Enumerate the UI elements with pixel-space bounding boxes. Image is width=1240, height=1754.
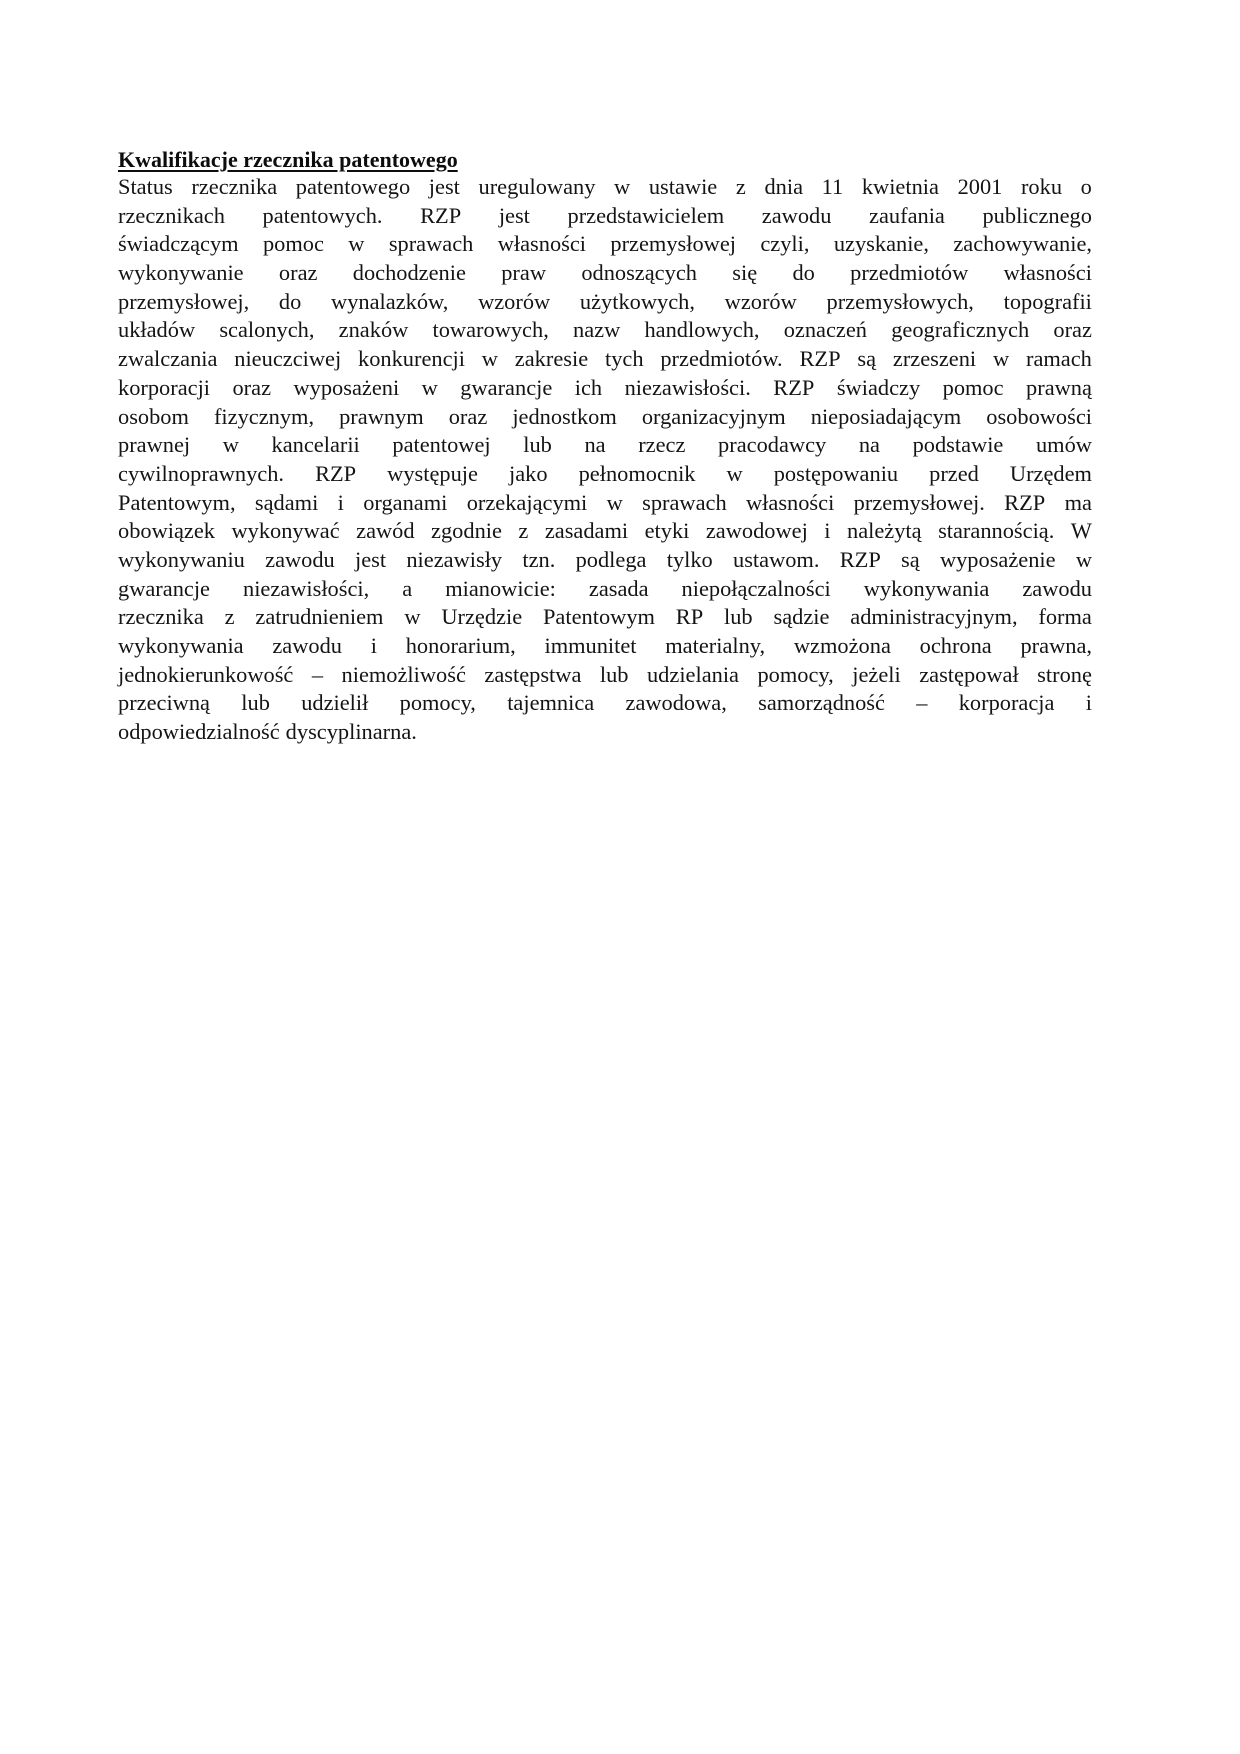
word: topografii: [1003, 288, 1092, 314]
word: należytą: [847, 518, 922, 544]
word: z: [224, 604, 235, 630]
word: organami: [363, 489, 448, 515]
text-line: [118, 230, 1092, 259]
word: podstawie: [912, 432, 1004, 458]
word: mianowicie:: [445, 575, 556, 601]
word: lub: [241, 690, 270, 716]
word: 11: [821, 174, 844, 199]
word: Urzędzie: [441, 604, 523, 630]
word: w: [222, 432, 239, 458]
text-line: [118, 632, 1092, 661]
text-line: [118, 575, 1092, 604]
word: pełnomocnik: [578, 460, 696, 486]
text-line: [118, 202, 1092, 231]
word: zaufania: [869, 202, 945, 228]
word: z: [735, 174, 746, 199]
word: udzielania: [646, 661, 739, 687]
word: sprawach: [642, 489, 727, 515]
document-content: [118, 147, 1092, 747]
word: w: [1075, 546, 1092, 572]
word: świadczy: [836, 374, 921, 400]
word: starannością.: [938, 518, 1055, 544]
word: ramach: [1025, 346, 1092, 372]
word: kancelarii: [271, 432, 360, 458]
text-line: [118, 517, 1092, 546]
word: przemysłowych,: [826, 288, 974, 314]
word: kwietnia: [861, 174, 939, 199]
text-line-last: [118, 718, 1092, 747]
word: dnia: [764, 174, 804, 199]
word: jako: [509, 460, 548, 486]
word: nazw: [573, 317, 621, 343]
word: i: [370, 633, 377, 658]
word: prawnym: [339, 403, 424, 429]
word: –: [916, 690, 928, 716]
text-line: [118, 460, 1092, 489]
word: niepołączalności: [681, 575, 831, 601]
word: Status: [118, 174, 173, 199]
word: postępowaniu: [773, 460, 899, 486]
text-line: [118, 546, 1092, 575]
word: jest: [498, 202, 530, 228]
word: umów: [1035, 432, 1092, 458]
word: rzecznika: [191, 174, 278, 199]
word: forma: [1038, 604, 1092, 630]
word: odpowiedzialność: [118, 719, 280, 745]
word: jednostkom: [512, 403, 617, 429]
word: w: [992, 346, 1010, 372]
word: oraz: [448, 403, 488, 429]
word: są: [901, 546, 920, 572]
word: handlowych,: [644, 317, 760, 343]
word: zasadami: [544, 518, 629, 544]
word: samorządność: [758, 690, 885, 716]
word: w: [348, 231, 365, 257]
word: przeciwną: [118, 690, 210, 716]
word: wykonywania: [118, 633, 244, 658]
word: towarowych,: [432, 317, 549, 343]
word: publicznego: [982, 202, 1092, 228]
word: korporacja: [958, 690, 1055, 716]
word: orzekającymi: [466, 489, 588, 515]
word: wyposażenie: [939, 546, 1056, 572]
word: świadczącym: [118, 231, 239, 257]
word: stronę: [1037, 661, 1092, 687]
word: pomocy,: [757, 661, 834, 687]
word: dyscyplinarna.: [285, 719, 417, 745]
word: wzorów: [478, 288, 551, 314]
word: zwalczania: [118, 346, 218, 372]
word: sprawach: [388, 231, 474, 257]
word: przedstawicielem: [567, 202, 725, 228]
word: nieposiadającym: [810, 403, 962, 429]
text-line: [118, 431, 1092, 460]
word: zawodowej: [705, 518, 808, 544]
word: lub: [523, 432, 552, 458]
word: patentowego: [295, 174, 411, 199]
word: honorarium,: [405, 633, 516, 658]
word: sądzie: [773, 604, 830, 630]
word: dochodzenie: [352, 260, 466, 286]
word: fizycznym,: [213, 403, 315, 429]
word: osobom: [118, 403, 189, 429]
word: RZP: [420, 202, 462, 228]
text-line: [118, 288, 1092, 317]
word: zawodowa,: [625, 690, 727, 716]
word: oraz: [232, 374, 272, 400]
word: przemysłowej.: [853, 489, 985, 515]
word: niezawisły: [406, 546, 503, 572]
word: gwarancje: [460, 374, 553, 400]
text-line: [118, 374, 1092, 403]
word: praw: [501, 260, 546, 286]
word: Urzędem: [1009, 460, 1092, 486]
word: RZP: [839, 546, 881, 572]
word: sądami: [254, 489, 319, 515]
word: zgodnie: [431, 518, 502, 544]
word: cywilnoprawnych.: [118, 460, 285, 486]
word: zawodu: [1022, 575, 1092, 601]
word: gwarancje: [118, 575, 210, 601]
word: układów: [118, 317, 196, 343]
word: RZP: [773, 374, 815, 400]
word: własności: [1003, 260, 1092, 286]
word: o: [1080, 174, 1092, 199]
word: pomoc: [942, 374, 1004, 400]
document-title: Kwalifikacje rzecznika patentowego: [118, 147, 458, 172]
word: patentowych.: [262, 202, 383, 228]
word: lub: [599, 661, 629, 687]
word: na: [858, 432, 880, 458]
word: wykonywanie: [118, 260, 244, 286]
word: niemożliwość: [341, 661, 466, 687]
word: patentowej: [392, 432, 491, 458]
word: w: [606, 489, 623, 515]
word: wykonywaniu: [118, 546, 245, 572]
word: tylko: [666, 546, 713, 572]
word: przemysłowej,: [118, 288, 250, 314]
text-line: [118, 259, 1092, 288]
text-line: [118, 403, 1092, 432]
word: w: [614, 174, 631, 199]
text-line: [118, 603, 1092, 632]
word: jest: [355, 546, 387, 572]
word: wzorów: [724, 288, 797, 314]
word: zawodu: [272, 633, 342, 658]
word: zastępował: [919, 661, 1019, 687]
word: prawnej: [118, 432, 191, 458]
word: własności: [745, 489, 835, 515]
word: pomoc: [262, 231, 324, 257]
word: odnoszących: [581, 260, 697, 286]
word: korporacji: [118, 374, 211, 400]
word: tzn.: [522, 546, 556, 572]
word: oraz: [1053, 317, 1092, 343]
word: ustawom.: [733, 546, 820, 572]
word: konkurencji: [358, 346, 465, 372]
word: własności: [497, 231, 587, 257]
word: wzmożona: [793, 633, 891, 658]
word: oznaczeń: [783, 317, 867, 343]
word: jeżeli: [852, 661, 901, 687]
word: zatrudnieniem: [255, 604, 384, 630]
word: tajemnica: [507, 690, 595, 716]
word: materialny,: [665, 633, 766, 658]
word: prawną: [1026, 374, 1092, 400]
word: znaków: [338, 317, 409, 343]
word: przedmiotów.: [660, 346, 783, 372]
word: do: [792, 260, 815, 286]
word: i: [337, 489, 344, 515]
word: się: [732, 260, 758, 286]
word: wyposażeni: [293, 374, 400, 400]
word: pracodawcy: [718, 432, 827, 458]
word: RP: [675, 604, 704, 630]
word: organizacyjnym: [641, 403, 786, 429]
word: w: [404, 604, 421, 630]
word: zrzeszeni: [892, 346, 977, 372]
word: lub: [724, 604, 753, 630]
word: do: [278, 288, 302, 314]
text-line: [118, 345, 1092, 374]
word: ich: [574, 374, 603, 400]
word: w: [726, 460, 743, 486]
word: tych: [604, 346, 644, 372]
word: administracyjnym,: [850, 604, 1018, 630]
word: RZP: [315, 460, 357, 486]
document-body: [118, 173, 1092, 747]
word: RZP: [799, 346, 841, 372]
text-line: [118, 689, 1092, 718]
word: RZP: [1004, 489, 1046, 515]
word: z: [518, 518, 529, 544]
word: w: [481, 346, 498, 372]
word: rzecznikach: [118, 202, 225, 228]
word: i: [1085, 690, 1092, 716]
word: scalonych,: [219, 317, 315, 343]
word: rzecznika: [118, 604, 204, 630]
word: roku: [1020, 174, 1063, 199]
word: rzecz: [638, 432, 686, 458]
word: występuje: [387, 460, 478, 486]
word: niezawisłości,: [243, 575, 370, 601]
word: uzyskanie,: [833, 231, 929, 257]
word: udzielił: [301, 690, 369, 716]
word: zachowywanie,: [953, 231, 1092, 257]
word: zawodu: [265, 546, 335, 572]
word: zakresie: [514, 346, 589, 372]
word: –: [311, 661, 324, 687]
word: są: [857, 346, 877, 372]
word: przedmiotów: [850, 260, 969, 286]
word: czyli,: [760, 231, 810, 257]
word: podlega: [575, 546, 647, 572]
word: 2001: [957, 174, 1003, 199]
word: w: [421, 374, 438, 400]
word: i: [824, 518, 831, 544]
word: zastępstwa: [484, 661, 582, 687]
text-line: [118, 661, 1092, 690]
word: zasada: [588, 575, 649, 601]
word: oraz: [278, 260, 318, 286]
word: przemysłowej: [610, 231, 736, 257]
text-line: [118, 316, 1092, 345]
word: jest: [428, 174, 460, 199]
word: obowiązek: [118, 518, 215, 544]
word: W: [1070, 518, 1092, 544]
text-line: [118, 489, 1092, 518]
word: Patentowym: [542, 604, 655, 630]
word: zawodu: [761, 202, 832, 228]
word: ma: [1064, 489, 1092, 515]
word: wynalazków,: [331, 288, 449, 314]
word: pomocy,: [399, 690, 476, 716]
word: a: [402, 575, 413, 601]
word: etyki: [644, 518, 690, 544]
word: ochrona: [919, 633, 992, 658]
word: na: [584, 432, 606, 458]
word: wykonywania: [863, 575, 990, 601]
word: osobowości: [986, 403, 1092, 429]
word: przed: [929, 460, 979, 486]
word: prawna,: [1020, 633, 1092, 658]
word: wykonywać: [231, 518, 340, 544]
word: niezawisłości.: [624, 374, 751, 400]
word: użytkowych,: [579, 288, 695, 314]
word: uregulowany: [478, 174, 596, 199]
word: zawód: [356, 518, 415, 544]
word: geograficznych: [891, 317, 1030, 343]
text-line: [118, 173, 1092, 202]
word: nieuczciwej: [234, 346, 342, 372]
word: jednokierunkowość: [118, 661, 294, 687]
word: Patentowym,: [118, 489, 236, 515]
word: ustawie: [648, 174, 718, 199]
word: immunitet: [544, 633, 637, 658]
